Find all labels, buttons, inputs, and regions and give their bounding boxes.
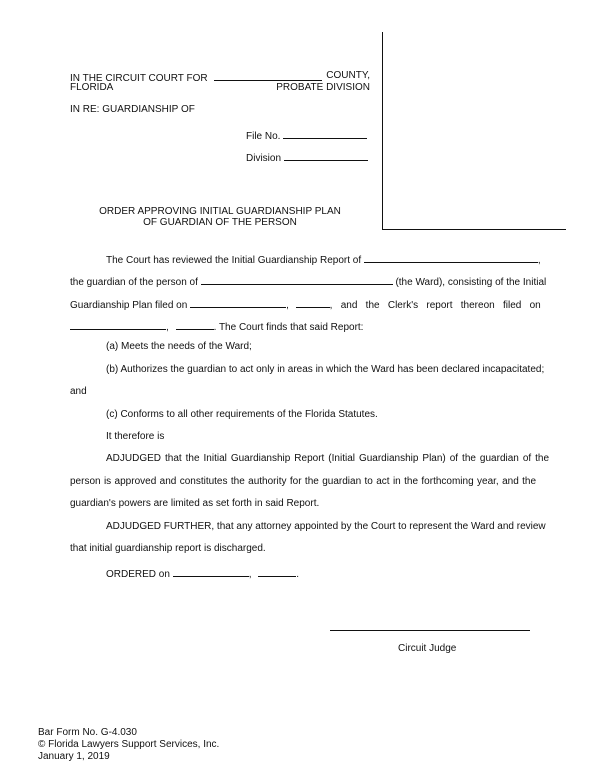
ward-name-blank[interactable] bbox=[201, 274, 393, 285]
therefore-text: It therefore is bbox=[106, 431, 165, 442]
form-number: Bar Form No. G-4.030 bbox=[38, 727, 137, 738]
item-c: (c) Conforms to all other requirements of the Florida Statutes. bbox=[106, 409, 378, 420]
clerk-report-text: , and the Clerk's report thereon filed on bbox=[329, 300, 541, 311]
comma: , bbox=[166, 322, 169, 333]
reviewed-text: The Court has reviewed the Initial Guardianship Report of bbox=[106, 255, 362, 266]
body-line-2 bbox=[70, 274, 547, 288]
court-label: IN THE CIRCUIT COURT FOR bbox=[70, 73, 208, 84]
comma: , bbox=[537, 255, 541, 266]
body-line-1 bbox=[106, 252, 541, 266]
guardian-name-blank[interactable] bbox=[364, 252, 538, 263]
county-label: COUNTY, bbox=[326, 70, 370, 81]
order-title bbox=[70, 206, 370, 228]
county-blank[interactable] bbox=[214, 70, 322, 81]
circuit-judge-label: Circuit Judge bbox=[398, 643, 457, 654]
ordered-line bbox=[106, 566, 299, 580]
division-heading: PROBATE DIVISION bbox=[276, 82, 370, 93]
signature-line[interactable] bbox=[330, 630, 530, 631]
state-label: FLORIDA bbox=[70, 82, 114, 93]
order-title-line-1: ORDER APPROVING INITIAL GUARDIANSHIP PLAN bbox=[99, 206, 341, 217]
clerk-box-bottom-border bbox=[382, 229, 566, 230]
division-line bbox=[246, 150, 368, 164]
ordered-year-blank[interactable] bbox=[258, 566, 296, 577]
item-a: (a) Meets the needs of the Ward; bbox=[106, 341, 252, 352]
ordered-date-blank[interactable] bbox=[173, 566, 249, 577]
comma: , bbox=[248, 569, 252, 580]
footer bbox=[38, 727, 219, 763]
further-line-1: ADJUDGED FURTHER, that any attorney appointed by the Court to represent the Ward and review bbox=[106, 521, 546, 532]
file-no-line bbox=[246, 128, 367, 142]
court-line-2 bbox=[70, 82, 370, 93]
division-label: Division bbox=[246, 153, 282, 164]
clerk-box-left-border bbox=[382, 32, 383, 230]
body-line-4 bbox=[70, 319, 530, 333]
clerk-report-year-blank[interactable] bbox=[176, 319, 214, 330]
copyright: © Florida Lawyers Support Services, Inc. bbox=[38, 739, 220, 750]
plan-filed-year-blank[interactable] bbox=[296, 297, 330, 308]
further-line-2: that initial guardianship report is discharged. bbox=[70, 543, 266, 554]
in-re-label: IN RE: GUARDIANSHIP OF bbox=[70, 104, 195, 115]
adjudged-line-1: ADJUDGED that the Initial Guardianship Report (Initial Guardianship Plan) of the guardian of the bbox=[106, 453, 550, 464]
division-blank[interactable] bbox=[284, 150, 368, 161]
form-date: January 1, 2019 bbox=[38, 751, 110, 762]
file-no-blank[interactable] bbox=[283, 128, 367, 139]
item-b: (b) Authorizes the guardian to act only in areas in which the Ward has been declared incapacitated; bbox=[106, 364, 545, 375]
comma: , bbox=[286, 300, 289, 311]
and-text: and bbox=[70, 386, 87, 397]
body-line-3 bbox=[70, 297, 541, 311]
period: . bbox=[296, 569, 300, 580]
plan-filed-date-blank[interactable] bbox=[190, 297, 286, 308]
clerk-report-date-blank[interactable] bbox=[70, 319, 166, 330]
ward-text: (the Ward), consisting of the Initial bbox=[395, 277, 547, 288]
adjudged-line-2: person is approved and constitutes the authority for the guardian to act in the forthcoming year, and the bbox=[70, 476, 537, 487]
court-finds-text: . The Court finds that said Report: bbox=[213, 322, 364, 333]
order-title-line-2: OF GUARDIAN OF THE PERSON bbox=[143, 217, 297, 228]
adjudged-line-3: guardian's powers are limited as set forth in said Report. bbox=[70, 498, 320, 509]
guardian-of-person-text: the guardian of the person of bbox=[70, 277, 198, 288]
plan-filed-text: Guardianship Plan filed on bbox=[70, 300, 188, 311]
file-no-label: File No. bbox=[246, 131, 281, 142]
ordered-label: ORDERED on bbox=[106, 569, 170, 580]
